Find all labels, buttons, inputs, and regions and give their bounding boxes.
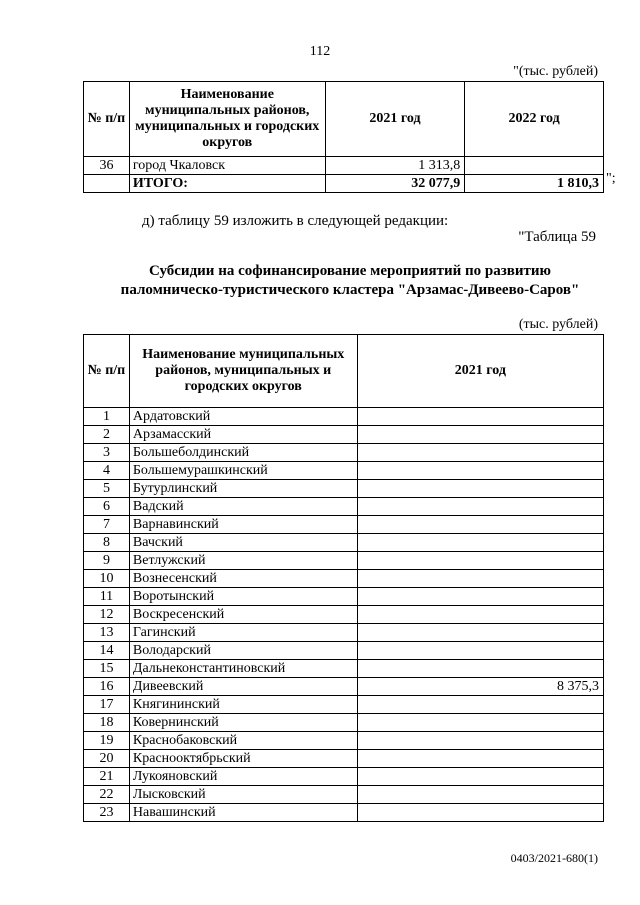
row-num: 36 (84, 157, 130, 175)
row-value (357, 462, 603, 480)
row-name: Ардатовский (129, 408, 357, 426)
row-name: Княгининский (129, 696, 357, 714)
row-name: Воротынский (129, 588, 357, 606)
row-2022 (465, 157, 604, 175)
row-num: 1 (84, 408, 130, 426)
table-row (84, 534, 604, 552)
row-num: 13 (84, 624, 130, 642)
row-value (357, 768, 603, 786)
row-value (357, 408, 603, 426)
header-num: № п/п (84, 82, 130, 157)
row-value (357, 750, 603, 768)
row-value (357, 606, 603, 624)
row-name: Краснобаковский (129, 732, 357, 750)
row-name: Вачский (129, 534, 357, 552)
closing-mark: "; (606, 171, 616, 186)
row-num: 16 (84, 678, 130, 696)
row-value (357, 426, 603, 444)
row-num: 18 (84, 714, 130, 732)
row-num: 15 (84, 660, 130, 678)
total-row (84, 175, 604, 193)
row-num: 2 (84, 426, 130, 444)
row-name: Арзамасский (129, 426, 357, 444)
row-name: Лукояновский (129, 768, 357, 786)
row-num: 9 (84, 552, 130, 570)
previous-table (83, 81, 604, 193)
table-row (84, 786, 604, 804)
table-row (84, 642, 604, 660)
row-name: Вадский (129, 498, 357, 516)
row-name: Лысковский (129, 786, 357, 804)
row-name: Ковернинский (129, 714, 357, 732)
row-num: 12 (84, 606, 130, 624)
row-name: Ветлужский (129, 552, 357, 570)
row-name: Краснооктябрьский (129, 750, 357, 768)
row-name: Вознесенский (129, 570, 357, 588)
row-num: 17 (84, 696, 130, 714)
row-name: Воскресенский (129, 606, 357, 624)
row-num: 10 (84, 570, 130, 588)
row-2021: 1 313,8 (325, 157, 465, 175)
row-num: 6 (84, 498, 130, 516)
row-name: Большеболдинский (129, 444, 357, 462)
table-row (84, 750, 604, 768)
table-row (84, 408, 604, 426)
row-value: 8 375,3 (357, 678, 603, 696)
table-row (84, 516, 604, 534)
table-row (84, 157, 604, 175)
table-row (84, 444, 604, 462)
row-value (357, 588, 603, 606)
table-row (84, 714, 604, 732)
table-row (84, 696, 604, 714)
row-num: 21 (84, 768, 130, 786)
total-2021: 32 077,9 (325, 175, 465, 193)
table-row (84, 552, 604, 570)
row-value (357, 516, 603, 534)
row-name: Дальнеконстантиновский (129, 660, 357, 678)
total-num (84, 175, 130, 193)
row-num: 7 (84, 516, 130, 534)
row-value (357, 660, 603, 678)
row-num: 5 (84, 480, 130, 498)
row-name: Гагинский (129, 624, 357, 642)
row-name: Дивеевский (129, 678, 357, 696)
table-label: "Таблица 59 (518, 229, 596, 245)
table-row (84, 588, 604, 606)
row-value (357, 444, 603, 462)
header-2022: 2022 год (465, 82, 604, 157)
document-code: 0403/2021-680(1) (510, 851, 598, 865)
table-row (84, 462, 604, 480)
subsidy-table (83, 334, 604, 822)
header-name: Наименование муниципальных районов, муниципальных и городских округов (129, 335, 357, 408)
table-row (84, 606, 604, 624)
row-name: Варнавинский (129, 516, 357, 534)
table-row (84, 660, 604, 678)
table-header-row (84, 82, 604, 157)
row-num: 14 (84, 642, 130, 660)
row-num: 23 (84, 804, 130, 822)
table-row (84, 426, 604, 444)
header-2021: 2021 год (357, 335, 603, 408)
row-num: 22 (84, 786, 130, 804)
row-num: 19 (84, 732, 130, 750)
table-row (84, 624, 604, 642)
instruction-text: д) таблицу 59 изложить в следующей редакции: (142, 213, 449, 229)
row-num: 8 (84, 534, 130, 552)
table-row (84, 678, 604, 696)
total-label: ИТОГО: (129, 175, 325, 193)
table-row (84, 480, 604, 498)
table-title (0, 262, 640, 300)
row-num: 11 (84, 588, 130, 606)
row-name: город Чкаловск (129, 157, 325, 175)
row-value (357, 732, 603, 750)
total-2022: 1 810,3 (465, 175, 604, 193)
table-row (84, 804, 604, 822)
table-row (84, 498, 604, 516)
row-value (357, 552, 603, 570)
table-row (84, 570, 604, 588)
title-line-1: Субсидии на софинансирование мероприятий по развитию (149, 263, 551, 279)
row-value (357, 624, 603, 642)
row-num: 20 (84, 750, 130, 768)
table-row (84, 768, 604, 786)
row-value (357, 570, 603, 588)
row-value (357, 480, 603, 498)
row-value (357, 498, 603, 516)
row-value (357, 642, 603, 660)
header-2021: 2021 год (325, 82, 465, 157)
row-name: Навашинский (129, 804, 357, 822)
header-name: Наименование муниципальных районов, муниципальных и городских округов (129, 82, 325, 157)
row-name: Бутурлинский (129, 480, 357, 498)
row-value (357, 804, 603, 822)
row-value (357, 534, 603, 552)
row-value (357, 714, 603, 732)
row-value (357, 696, 603, 714)
table-unit: (тыс. рублей) (518, 317, 598, 332)
row-name: Большемурашкинский (129, 462, 357, 480)
row-name: Володарский (129, 642, 357, 660)
table-row (84, 732, 604, 750)
page-number: 112 (309, 44, 331, 59)
header-num: № п/п (84, 335, 130, 408)
title-line-2: паломническо-туристического кластера "Арзамас-Дивеево-Саров" (120, 282, 580, 298)
table-header-row (84, 335, 604, 408)
row-value (357, 786, 603, 804)
row-num: 3 (84, 444, 130, 462)
prev-table-unit: "(тыс. рублей) (513, 64, 598, 79)
row-num: 4 (84, 462, 130, 480)
